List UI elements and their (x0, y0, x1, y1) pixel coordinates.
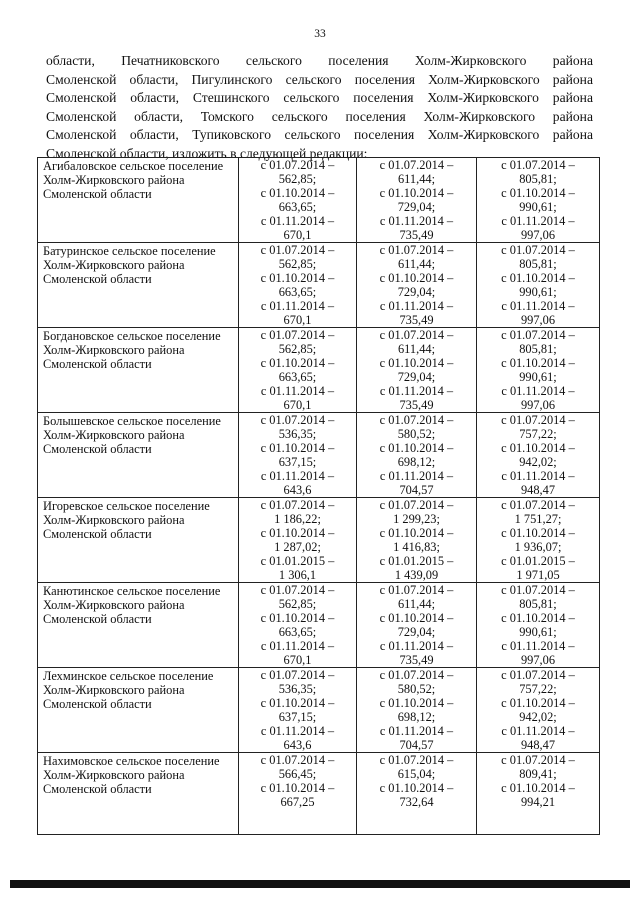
table-row (38, 158, 600, 243)
intro-line: Смоленской области, Стешинского сельского поселения Холм-Жирковского района (46, 90, 593, 106)
rate-line: с 01.11.2014 – (501, 214, 575, 228)
rate-line: 611,44; (397, 172, 436, 186)
rate-line: 990,61; (519, 285, 557, 299)
rate-line: 732,64 (399, 795, 434, 809)
rate-line: 735,49 (399, 398, 434, 412)
rate-line: с 01.10.2014 – (260, 356, 335, 370)
rate-line: с 01.10.2014 – (379, 441, 454, 455)
settlement-name: Богдановское сельское поселение Холм-Жирковского района Смоленской области (38, 328, 239, 413)
intro-paragraph (46, 52, 593, 164)
rate-line: с 01.11.2014 – (379, 639, 454, 653)
rate-line: 805,81; (519, 257, 557, 271)
settlement-name: Канютинское сельское поселение Холм-Жирковского района Смоленской области (38, 583, 239, 668)
rate-cell-2 (357, 328, 477, 413)
table-row (38, 243, 600, 328)
rate-line: с 01.10.2014 – (501, 186, 575, 200)
rate-line: 990,61; (519, 625, 557, 639)
rate-cell-3 (477, 753, 600, 835)
rate-line: с 01.07.2014 – (379, 668, 454, 682)
rate-line: 997,06 (520, 313, 556, 327)
rate-line: с 01.10.2014 – (379, 356, 454, 370)
rate-line: с 01.07.2014 – (379, 753, 454, 767)
rate-line: с 01.10.2014 – (260, 781, 335, 795)
rate-cell-3 (477, 413, 600, 498)
rate-line: 1 306,1 (278, 568, 317, 582)
rate-cell-3 (477, 158, 600, 243)
rate-line: с 01.11.2014 – (260, 384, 335, 398)
rate-line: 611,44; (397, 597, 436, 611)
rate-cell-2 (357, 413, 477, 498)
rate-line: с 01.11.2014 – (501, 384, 575, 398)
rate-line: 948,47 (520, 738, 556, 752)
intro-line: Смоленской области, Томского сельского поселения Холм-Жирковского района (46, 108, 593, 124)
rate-line: 562,85; (278, 257, 317, 271)
footer-rule (10, 880, 630, 888)
rate-line: с 01.01.2015 – (260, 554, 335, 568)
rate-line: 698,12; (397, 710, 436, 724)
rate-line: с 01.11.2014 – (260, 214, 335, 228)
rate-cell-3 (477, 583, 600, 668)
rate-line: 663,65; (278, 370, 317, 384)
rate-line: с 01.01.2015 – (379, 554, 454, 568)
rate-line: с 01.10.2014 – (260, 696, 335, 710)
rate-line: 704,57 (399, 483, 434, 497)
rate-line: 997,06 (520, 398, 556, 412)
table-row (38, 328, 600, 413)
rate-line: с 01.11.2014 – (379, 384, 454, 398)
rate-line: 942,02; (519, 710, 557, 724)
rate-line: 729,04; (397, 625, 436, 639)
rate-cell-1 (239, 753, 357, 835)
rate-cell-1 (239, 158, 357, 243)
rate-line: с 01.10.2014 – (260, 526, 335, 540)
tariff-table-body (38, 158, 600, 835)
page-number: 33 (314, 28, 326, 40)
rate-cell-3 (477, 328, 600, 413)
rate-line: 729,04; (397, 200, 436, 214)
rate-line: 667,25 (280, 795, 315, 809)
rate-cell-2 (357, 243, 477, 328)
rate-line: с 01.11.2014 – (260, 299, 335, 313)
rate-line: 643,6 (283, 483, 312, 497)
rate-line: с 01.11.2014 – (379, 214, 454, 228)
rate-line: 805,81; (519, 172, 557, 186)
rate-line: с 01.10.2014 – (501, 441, 575, 455)
rate-line: с 01.10.2014 – (501, 781, 575, 795)
rate-line: с 01.10.2014 – (379, 271, 454, 285)
rate-line: 670,1 (283, 313, 312, 327)
rate-line: с 01.11.2014 – (501, 639, 575, 653)
rate-line: 1 287,02; (274, 540, 321, 554)
rate-line: 637,15; (278, 710, 317, 724)
rate-line: 729,04; (397, 370, 436, 384)
rate-line: 1 186,22; (274, 512, 321, 526)
rate-line: с 01.07.2014 – (501, 498, 575, 512)
rate-line: 562,85; (278, 597, 317, 611)
rate-line: 663,65; (278, 200, 317, 214)
rate-line: с 01.10.2014 – (501, 526, 575, 540)
rate-line: с 01.11.2014 – (501, 299, 575, 313)
rate-line: с 01.07.2014 – (501, 413, 575, 427)
rate-line: 735,49 (399, 228, 434, 242)
rate-line: с 01.10.2014 – (260, 441, 335, 455)
rate-line: с 01.11.2014 – (260, 724, 335, 738)
rate-line: 735,49 (399, 313, 434, 327)
rate-line: с 01.01.2015 – (501, 554, 575, 568)
rate-cell-3 (477, 498, 600, 583)
rate-line: с 01.07.2014 – (260, 328, 335, 342)
tariff-table (37, 157, 600, 835)
rate-line: 757,22; (519, 682, 557, 696)
rate-line: 990,61; (519, 200, 557, 214)
rate-line: 735,49 (399, 653, 434, 667)
rate-cell-2 (357, 583, 477, 668)
settlement-name: Игоревское сельское поселение Холм-Жирковского района Смоленской области (38, 498, 239, 583)
settlement-name: Батуринское сельское поселение Холм-Жирковского района Смоленской области (38, 243, 239, 328)
intro-line: Смоленской области, Тупиковского сельского поселения Холм-Жирковского района (46, 127, 593, 143)
rate-line: с 01.07.2014 – (379, 243, 454, 257)
rate-cell-1 (239, 668, 357, 753)
rate-line: с 01.07.2014 – (379, 158, 454, 172)
rate-line: 670,1 (283, 228, 312, 242)
rate-line: 990,61; (519, 370, 557, 384)
rate-cell-3 (477, 668, 600, 753)
rate-line: 997,06 (520, 653, 556, 667)
rate-cell-3 (477, 243, 600, 328)
rate-line: с 01.10.2014 – (501, 696, 575, 710)
rate-line: 611,44; (397, 342, 436, 356)
rate-line: 670,1 (283, 398, 312, 412)
rate-cell-1 (239, 413, 357, 498)
rate-line: 615,04; (397, 767, 436, 781)
rate-line: с 01.07.2014 – (260, 753, 335, 767)
rate-line: 637,15; (278, 455, 317, 469)
table-row (38, 753, 600, 835)
rate-cell-2 (357, 668, 477, 753)
intro-line: области, Печатниковского сельского поселения Холм-Жирковского района (46, 53, 593, 68)
rate-cell-1 (239, 328, 357, 413)
rate-cell-1 (239, 583, 357, 668)
rate-line: 994,21 (520, 795, 556, 809)
rate-line: 704,57 (399, 738, 434, 752)
rate-line: с 01.10.2014 – (260, 611, 335, 625)
rate-line: с 01.11.2014 – (501, 724, 575, 738)
rate-line: с 01.10.2014 – (379, 186, 454, 200)
rate-line: с 01.07.2014 – (379, 413, 454, 427)
table-row (38, 583, 600, 668)
rate-line: 809,41; (519, 767, 557, 781)
rate-line: 1 439,09 (394, 568, 439, 582)
rate-cell-2 (357, 158, 477, 243)
rate-cell-2 (357, 498, 477, 583)
rate-line: 536,35; (278, 682, 317, 696)
rate-line: 580,52; (397, 682, 436, 696)
rate-line: 536,35; (278, 427, 317, 441)
rate-line: 1 936,07; (514, 540, 562, 554)
rate-line: с 01.10.2014 – (501, 356, 575, 370)
rate-line: с 01.10.2014 – (379, 611, 454, 625)
rate-line: 562,85; (278, 172, 317, 186)
rate-line: 698,12; (397, 455, 436, 469)
rate-line: 805,81; (519, 597, 557, 611)
rate-line: с 01.10.2014 – (501, 271, 575, 285)
settlement-name: Нахимовское сельское поселение Холм-Жирковского района Смоленской области (38, 753, 239, 835)
intro-line: Смоленской области, изложить в следующей редакции: (46, 145, 368, 161)
rate-cell-1 (239, 498, 357, 583)
settlement-name: Болышевское сельское поселение Холм-Жирковского района Смоленской области (38, 413, 239, 498)
rate-line: 670,1 (283, 653, 312, 667)
rate-line: 1 751,27; (514, 512, 562, 526)
rate-line: 643,6 (283, 738, 312, 752)
rate-line: 566,45; (278, 767, 317, 781)
rate-line: с 01.07.2014 – (501, 158, 575, 172)
settlement-name: Агибаловское сельское поселение Холм-Жирковского района Смоленской области (38, 158, 239, 243)
settlement-name: Лехминское сельское поселение Холм-Жирковского района Смоленской области (38, 668, 239, 753)
rate-line: 942,02; (519, 455, 557, 469)
rate-cell-1 (239, 243, 357, 328)
rate-line: с 01.10.2014 – (379, 526, 454, 540)
rate-line: с 01.07.2014 – (501, 583, 575, 597)
rate-line: с 01.07.2014 – (501, 243, 575, 257)
rate-line: с 01.11.2014 – (379, 469, 454, 483)
rate-line: с 01.11.2014 – (379, 299, 454, 313)
rate-line: с 01.07.2014 – (260, 158, 335, 172)
rate-line: 580,52; (397, 427, 436, 441)
rate-line: с 01.07.2014 – (260, 413, 335, 427)
rate-line: с 01.10.2014 – (260, 271, 335, 285)
rate-line: с 01.07.2014 – (260, 243, 335, 257)
rate-line: с 01.07.2014 – (379, 328, 454, 342)
rate-line: с 01.07.2014 – (260, 583, 335, 597)
rate-line: 1 299,23; (393, 512, 440, 526)
rate-line: 611,44; (397, 257, 436, 271)
table-row (38, 498, 600, 583)
rate-line: 1 971,05 (516, 568, 560, 582)
rate-line: с 01.10.2014 – (379, 781, 454, 795)
rate-line: 663,65; (278, 285, 317, 299)
rate-line: с 01.07.2014 – (501, 668, 575, 682)
rate-line: с 01.07.2014 – (260, 498, 335, 512)
rate-line: с 01.10.2014 – (501, 611, 575, 625)
rate-cell-2 (357, 753, 477, 835)
rate-line: с 01.11.2014 – (379, 724, 454, 738)
rate-line: с 01.11.2014 – (260, 639, 335, 653)
rate-line: с 01.10.2014 – (379, 696, 454, 710)
rate-line: с 01.07.2014 – (260, 668, 335, 682)
rate-line: с 01.07.2014 – (501, 753, 575, 767)
table-row (38, 413, 600, 498)
rate-line: с 01.07.2014 – (379, 498, 454, 512)
rate-line: с 01.10.2014 – (260, 186, 335, 200)
rate-line: с 01.11.2014 – (501, 469, 575, 483)
rate-line: с 01.07.2014 – (379, 583, 454, 597)
rate-line: 997,06 (520, 228, 556, 242)
rate-line: 663,65; (278, 625, 317, 639)
rate-line: 729,04; (397, 285, 436, 299)
rate-line: 757,22; (519, 427, 557, 441)
intro-line: Смоленской области, Пигулинского сельского поселения Холм-Жирковского района (46, 71, 593, 87)
rate-line: 948,47 (520, 483, 556, 497)
table-row (38, 668, 600, 753)
rate-line: с 01.11.2014 – (260, 469, 335, 483)
rate-line: 1 416,83; (393, 540, 440, 554)
rate-line: 805,81; (519, 342, 557, 356)
rate-line: с 01.07.2014 – (501, 328, 575, 342)
rate-line: 562,85; (278, 342, 317, 356)
